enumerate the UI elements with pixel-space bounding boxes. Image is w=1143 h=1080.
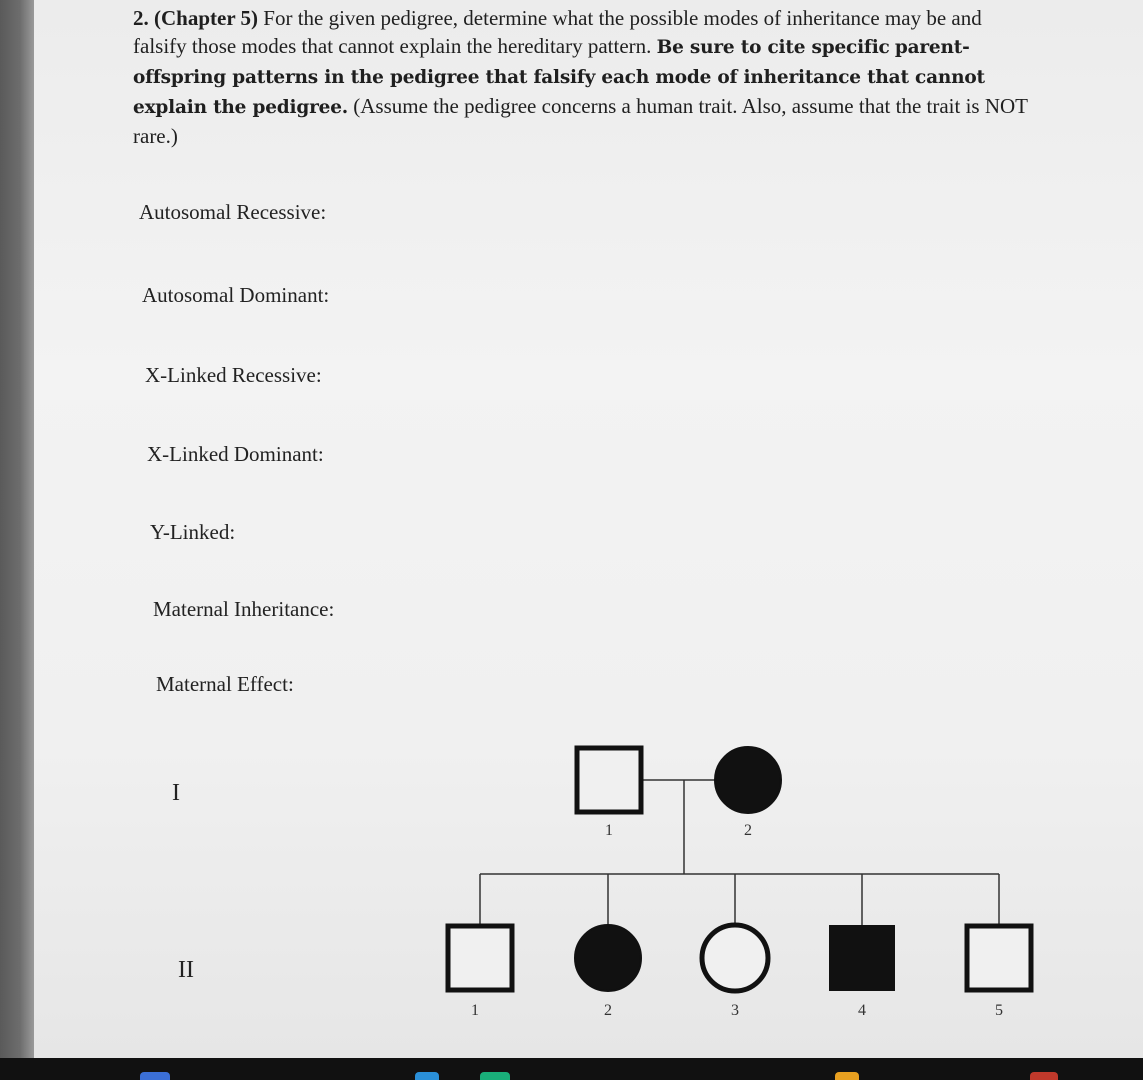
question-instructions: For the given pedigree, determine what the possible modes of inheritance may be and falsify those modes that cannot explain the hereditary pattern. <box>133 6 982 58</box>
question-number: 2. <box>133 6 149 30</box>
mode-x-linked-recessive: X-Linked Recessive: <box>145 363 322 387</box>
unaffected-male-II-5 <box>967 926 1031 990</box>
affected-male-II-4 <box>830 926 894 990</box>
mode-y-linked: Y-Linked: <box>150 520 236 544</box>
taskbar-app-icon[interactable] <box>835 1072 859 1080</box>
individual-number-II-4: 4 <box>858 1002 866 1019</box>
question-emphasis-2: parent-offspring patterns in the pedigree that falsify each mode of inheritance that cannot explain the pedigree. <box>133 37 985 118</box>
question-emphasis-1: Be sure to cite specific <box>656 37 890 58</box>
mode-maternal-inheritance: Maternal Inheritance: <box>153 597 335 621</box>
affected-female-II-2 <box>575 925 641 991</box>
individual-number-II-1: 1 <box>471 1002 479 1019</box>
mode-autosomal-recessive: Autosomal Recessive: <box>139 200 327 224</box>
mode-autosomal-dominant: Autosomal Dominant: <box>142 283 330 307</box>
individual-number-I-2: 2 <box>744 822 752 839</box>
question-chapter: (Chapter 5) <box>154 6 259 30</box>
individual-number-I-1: 1 <box>605 822 613 839</box>
affected-female-I-2 <box>715 747 781 813</box>
mode-maternal-effect: Maternal Effect: <box>156 672 294 696</box>
unaffected-female-II-3 <box>702 925 768 991</box>
taskbar-app-icon[interactable] <box>1030 1072 1058 1080</box>
individual-number-II-5: 5 <box>995 1002 1003 1019</box>
pedigree-symbols <box>448 747 1031 991</box>
unaffected-male-I-1 <box>577 748 641 812</box>
generation-label-II: II <box>178 957 194 983</box>
taskbar <box>0 1058 1143 1080</box>
taskbar-app-icon[interactable] <box>140 1072 170 1080</box>
mode-x-linked-dominant: X-Linked Dominant: <box>147 442 324 466</box>
taskbar-app-icon[interactable] <box>415 1072 439 1080</box>
unaffected-male-II-1 <box>448 926 512 990</box>
individual-number-II-2: 2 <box>604 1002 612 1019</box>
question-assumptions: (Assume the pedigree concerns a human trait. Also, assume that the trait is NOT rare.) <box>133 94 1028 148</box>
generation-label-I: I <box>172 780 180 806</box>
taskbar-app-icon[interactable] <box>480 1072 510 1080</box>
individual-number-II-3: 3 <box>731 1002 739 1019</box>
